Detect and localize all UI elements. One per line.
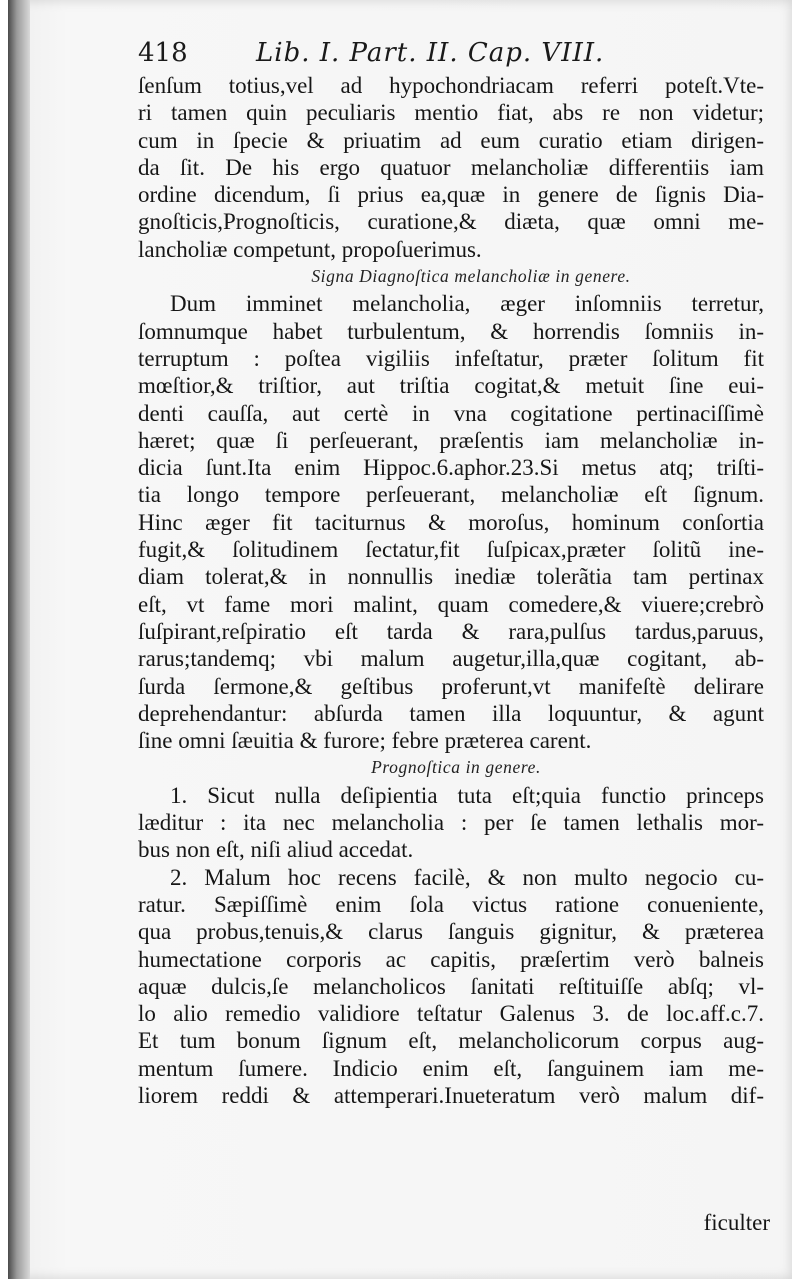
- text-line: hæret; quæ ſi perſeuerant, præſentis iam melancholiæ in-: [138, 427, 764, 453]
- text-line: rarus;tandemq; vbi malum augetur,illa,quæ cogitant, ab-: [138, 646, 764, 672]
- text-line: diam tolerat,& in nonnullis inediæ tolerãtia tam pertinax: [138, 564, 764, 590]
- text-line: aquæ dulcis,ſe melancholicos ſanitati reſtituiſſe abſq; vl-: [138, 973, 764, 999]
- body-text: [138, 72, 764, 1109]
- text-line: lancholiæ competunt, propoſuerimus.: [138, 236, 482, 262]
- text-line: ri tamen quin peculiaris mentio fiat, abs re non videtur;: [138, 100, 764, 126]
- text-line: ſuſpirant,reſpiratio eſt tarda & rara,pulſus tardus,paruus,: [138, 618, 764, 644]
- text-line: ſine omni ſæuitia & furore; febre præterea carent.: [138, 728, 592, 754]
- text-line: denti cauſſa, aut certè in vna cogitatione pertinaciſſimè: [138, 400, 764, 426]
- text-line: læditur : ita nec melancholia : per ſe tamen lethalis mor-: [138, 810, 764, 836]
- text-line: tia longo tempore perſeuerant, melancholiæ eſt ſignum.: [138, 482, 764, 508]
- text-line: 1. Sicut nulla deſipientia tuta eſt;quia functio princeps: [170, 782, 764, 808]
- running-title: Lib. I. Part. II. Cap. VIII.: [256, 38, 605, 68]
- text-line: ſenſum totius,vel ad hypochondriacam referri poteſt.Vte-: [138, 73, 764, 98]
- section-heading: Signa Diagnoſtica melancholiæ in genere.: [311, 266, 631, 287]
- page-header: [138, 38, 758, 76]
- text-line: humectatione corporis ac capitis, præſertim verò balneis: [138, 946, 764, 972]
- text-line: fugit,& ſolitudinem ſectatur,fit ſuſpicax,præter ſolitũ ine-: [138, 537, 764, 563]
- section-heading: Prognoſtica in genere.: [371, 757, 541, 778]
- text-line: ordine dicendum, ſi prius ea,quæ in genere de ſignis Dia-: [138, 182, 764, 208]
- text-line: dicia ſunt.Ita enim Hippoc.6.aphor.23.Si metus atq; triſti-: [138, 455, 764, 481]
- text-line: ratur. Sæpiſſimè enim ſola victus ratione conueniente,: [138, 891, 764, 917]
- text-line: eſt, vt fame mori malint, quam comedere,& viuere;crebrò: [138, 591, 764, 617]
- text-line: ſurda ſermone,& geſtibus proferunt,vt manifeſtè delirare: [138, 673, 764, 699]
- text-line: bus non eſt, niſi aliud accedat.: [138, 837, 414, 863]
- text-line: 2. Malum hoc recens facilè, & non multo negocio cu-: [170, 864, 764, 890]
- text-line: Et tum bonum ſignum eſt, melancholicorum corpus aug-: [138, 1028, 764, 1054]
- text-line: gnoſticis,Prognoſticis, curatione,& diæta, quæ omni me-: [138, 209, 764, 235]
- text-line: da ſit. De his ergo quatuor melancholiæ differentiis iam: [138, 154, 764, 180]
- text-line: mentum ſumere. Indicio enim eſt, ſanguinem iam me-: [138, 1055, 764, 1081]
- page-number: 418: [138, 38, 188, 68]
- text-line: mœſtior,& triſtior, aut triſtia cogitat,& metuit ſine eui-: [138, 373, 764, 399]
- text-line: ſomnumque habet turbulentum, & horrendis ſomniis in-: [138, 318, 764, 344]
- text-line: Hinc æger fit taciturnus & moroſus, hominum conſortia: [138, 509, 764, 535]
- text-line: Dum imminet melancholia, æger inſomniis terretur,: [170, 291, 764, 317]
- text-line: liorem reddi & attemperari.Inueteratum verò malum dif-: [138, 1082, 764, 1108]
- text-line: deprehendantur: abſurda tamen illa loquuntur, & agunt: [138, 700, 764, 726]
- text-line: qua probus,tenuis,& clarus ſanguis gignitur, & præterea: [138, 919, 764, 945]
- book-spine-shadow: [8, 0, 30, 1279]
- text-line: lo alio remedio validiore teſtatur Galenus 3. de loc.aff.c.7.: [138, 1001, 764, 1027]
- text-line: terruptum : poſtea vigiliis infeſtatur, præter ſolitum fit: [138, 345, 764, 371]
- text-line: cum in ſpecie & priuatim ad eum curatio etiam dirigen-: [138, 127, 764, 153]
- catchword: ficulter: [703, 1210, 770, 1235]
